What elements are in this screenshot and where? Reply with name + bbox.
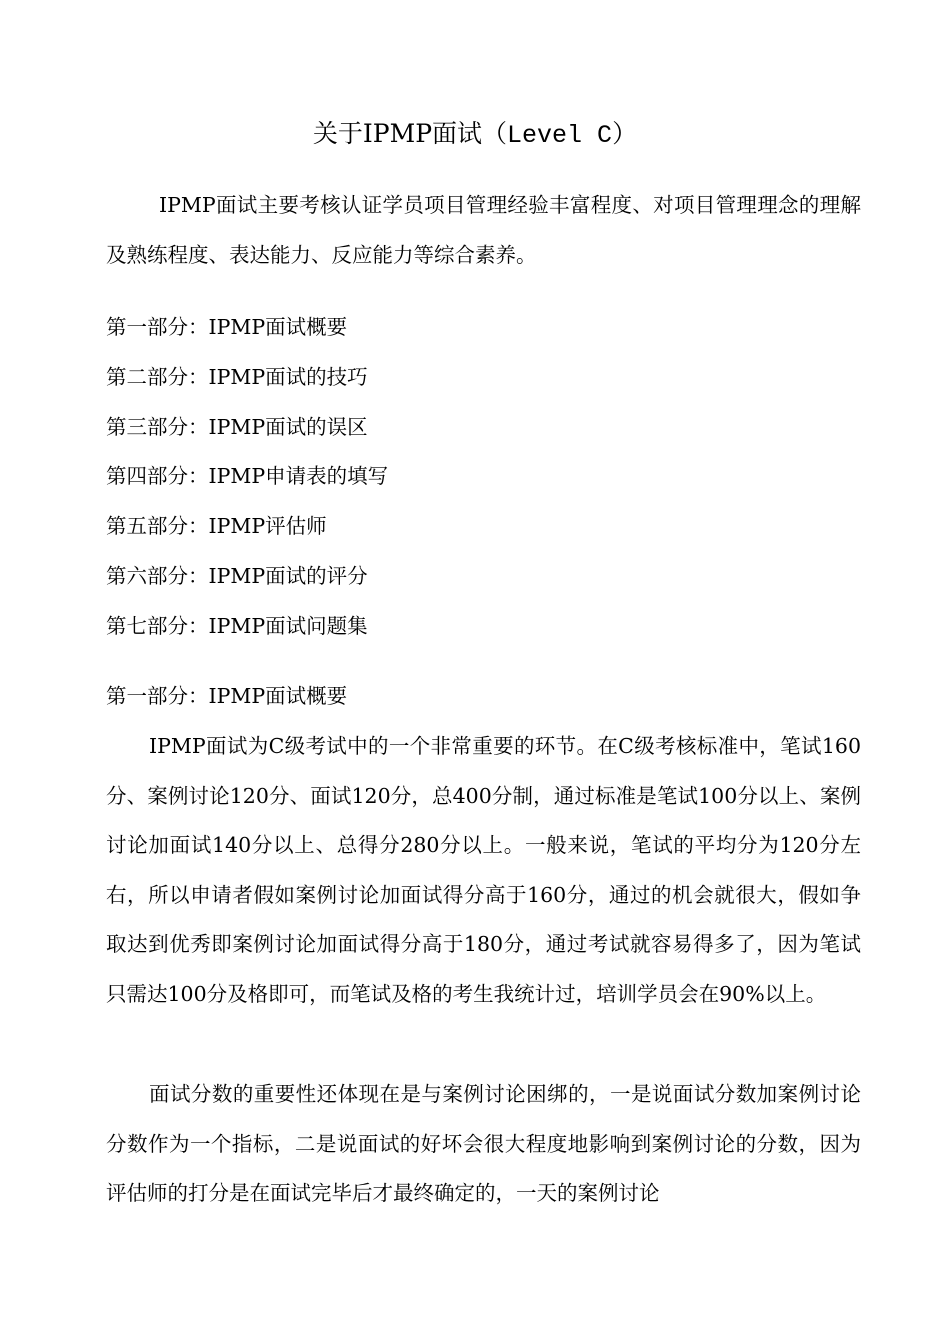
title-suffix: ） (612, 119, 638, 148)
title-level: Level C (507, 121, 613, 150)
body-paragraph: 面试分数的重要性还体现在是与案例讨论困绑的，一是说面试分数加案例讨论分数作为一个指标，二是说面试的好坏会很大程度地影响到案例讨论的分数，因为评估师的打分是在面试完毕后才最终确定的，一天的案例讨论 (106, 1082, 861, 1206)
toc-item: 第三部分：IPMP面试的误区 (106, 414, 368, 439)
toc-item: 第一部分：IPMP面试概要 (106, 315, 348, 339)
body-paragraph: IPMP面试为C级考试中的一个非常重要的环节。在C级考核标准中，笔试160分、案例讨论120分、面试120分，总400分制，通过标准是笔试100分以上、案例讨论加面试140分以上、总得分280分以上。一般来说，笔试的平均分为120分左右，所以申请者假如案例讨论加面试得分高于160分，通过的机会就很大，假如争取达到优秀即案例讨论加面试得分高于180分，通过考试就容易得多了，因为笔试只需达100分及格即可，而笔试及格的考生我统计过，培训学员会在90%以上。 (106, 734, 861, 1006)
intro-paragraph: IPMP面试主要考核认证学员项目管理经验丰富程度、对项目管理理念的理解及熟练程度、表达能力、反应能力等综合素养。 (106, 193, 861, 267)
toc-item: 第七部分：IPMP面试问题集 (106, 613, 368, 638)
toc-item: 第五部分：IPMP评估师 (106, 514, 327, 539)
toc-item: 第六部分：IPMP面试的评分 (106, 563, 368, 588)
document-title (0, 116, 950, 154)
section-heading: 第一部分：IPMP面试概要 (106, 684, 348, 708)
toc-item: 第二部分：IPMP面试的技巧 (106, 364, 368, 389)
title-prefix: 关于IPMP面试（ (312, 119, 508, 148)
toc-item: 第四部分：IPMP申请表的填写 (106, 464, 389, 489)
table-of-contents (106, 303, 388, 652)
